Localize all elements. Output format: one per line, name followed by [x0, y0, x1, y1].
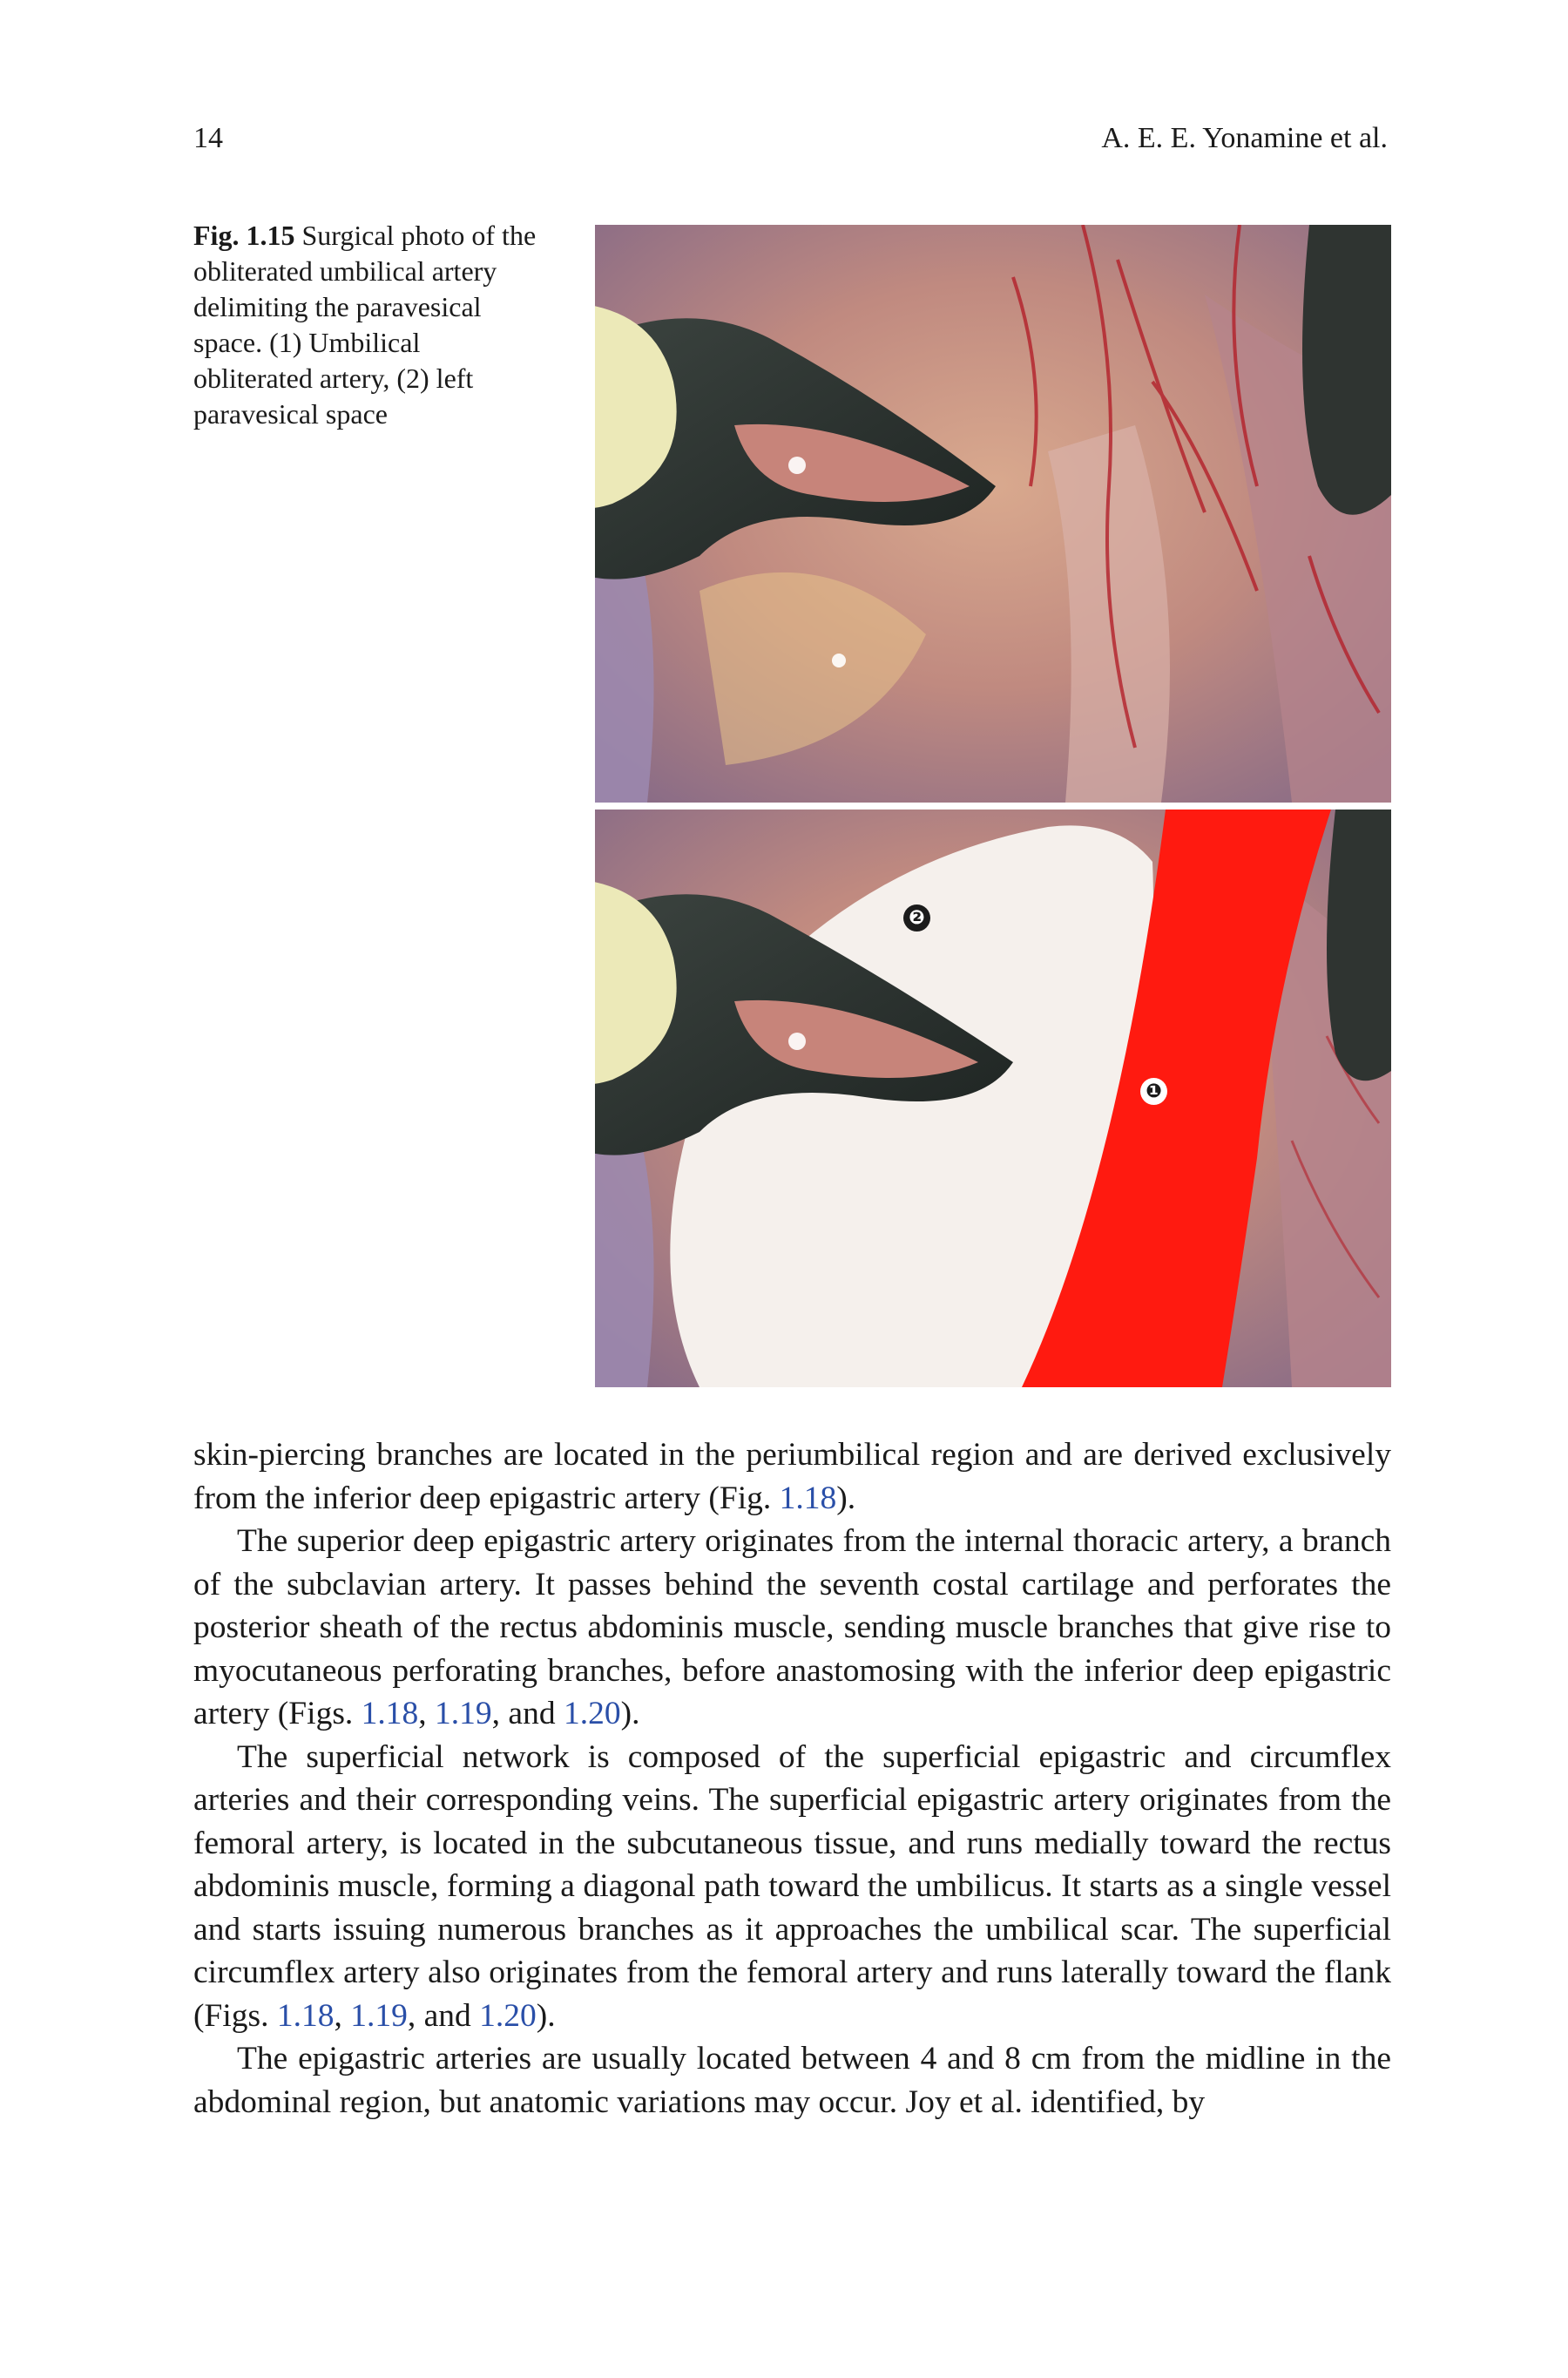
specular-highlight	[832, 654, 846, 667]
figure-caption	[193, 218, 542, 432]
figure-reference-link[interactable]: 1.20	[479, 1997, 537, 2034]
separator: ,	[418, 1696, 436, 1731]
paragraph-text: The epigastric arteries are usually located between 4 and 8 cm from the midline in the abdominal region, but anatomic variations may occur. Joy et al. identified, by	[193, 2041, 1391, 2120]
paragraph-end: ).	[620, 1696, 640, 1731]
figure-reference-link[interactable]: 1.18	[276, 1997, 335, 2034]
surgical-photo-annotated	[595, 810, 1391, 1387]
figure-reference-link[interactable]: 1.20	[563, 1696, 621, 1731]
separator: ,	[334, 1997, 351, 2034]
figure-reference-link[interactable]: 1.18	[361, 1696, 419, 1731]
specular-highlight	[788, 457, 806, 474]
surgical-photo-original	[595, 225, 1391, 803]
paragraph-end: ).	[836, 1480, 856, 1516]
figure-reference-link[interactable]: 1.19	[435, 1696, 492, 1731]
paragraph-end: ).	[536, 1997, 556, 2034]
figure-reference-link[interactable]: 1.19	[350, 1997, 408, 2034]
figure-caption-text: Surgical photo of the obliterated umbilical artery delimiting the paravesical space. (1) Umbilical obliterated artery, (2) left paravesical space	[193, 220, 537, 430]
paragraph	[193, 1520, 1391, 1736]
page-number: 14	[193, 122, 223, 154]
separator: , and	[491, 1696, 564, 1731]
grasper-right	[1327, 810, 1391, 1081]
paragraph	[193, 1736, 1391, 2038]
separator: , and	[407, 1997, 480, 2034]
figure-reference-link[interactable]: 1.18	[779, 1480, 837, 1516]
paragraph-text: The superior deep epigastric artery originates from the internal thoracic artery, a branch of the subclavian artery. It passes behind the seventh costal cartilage and perforates the posterior sheath of the rectus abdominis muscle, sending muscle branches that give rise to myocutaneous perforating branches, before anastomosing with the inferior deep epigastric artery (Figs.	[193, 1523, 1391, 1731]
paragraph	[193, 2037, 1391, 2124]
body-text	[193, 1433, 1391, 2124]
marker-paravesical-space: ❷	[903, 904, 930, 932]
marker-umbilical-artery: ❶	[1140, 1078, 1167, 1105]
paragraph-text: The superficial network is composed of the superficial epigastric and circumflex arteries and their corresponding veins. The superficial epigastric artery originates from the femoral artery, is located in the subcutaneous tissue, and runs medially toward the rectus abdominis muscle, forming a diagonal path toward the umbilicus. It starts as a single vessel and starts issuing numerous branches as it approaches the umbilical scar. The superficial circumflex artery also originates from the femoral artery and runs laterally toward the flank (Figs.	[193, 1738, 1391, 2034]
specular-highlight	[788, 1033, 806, 1050]
figure-label: Fig. 1.15	[193, 220, 295, 251]
paragraph	[193, 1433, 1391, 1520]
running-head: A. E. E. Yonamine et al.	[1101, 122, 1388, 154]
paragraph-text: skin-piercing branches are located in the periumbilical region and are derived exclusively from the inferior deep epigastric artery (Fig.	[193, 1437, 1391, 1516]
grasper-right	[1302, 225, 1391, 515]
